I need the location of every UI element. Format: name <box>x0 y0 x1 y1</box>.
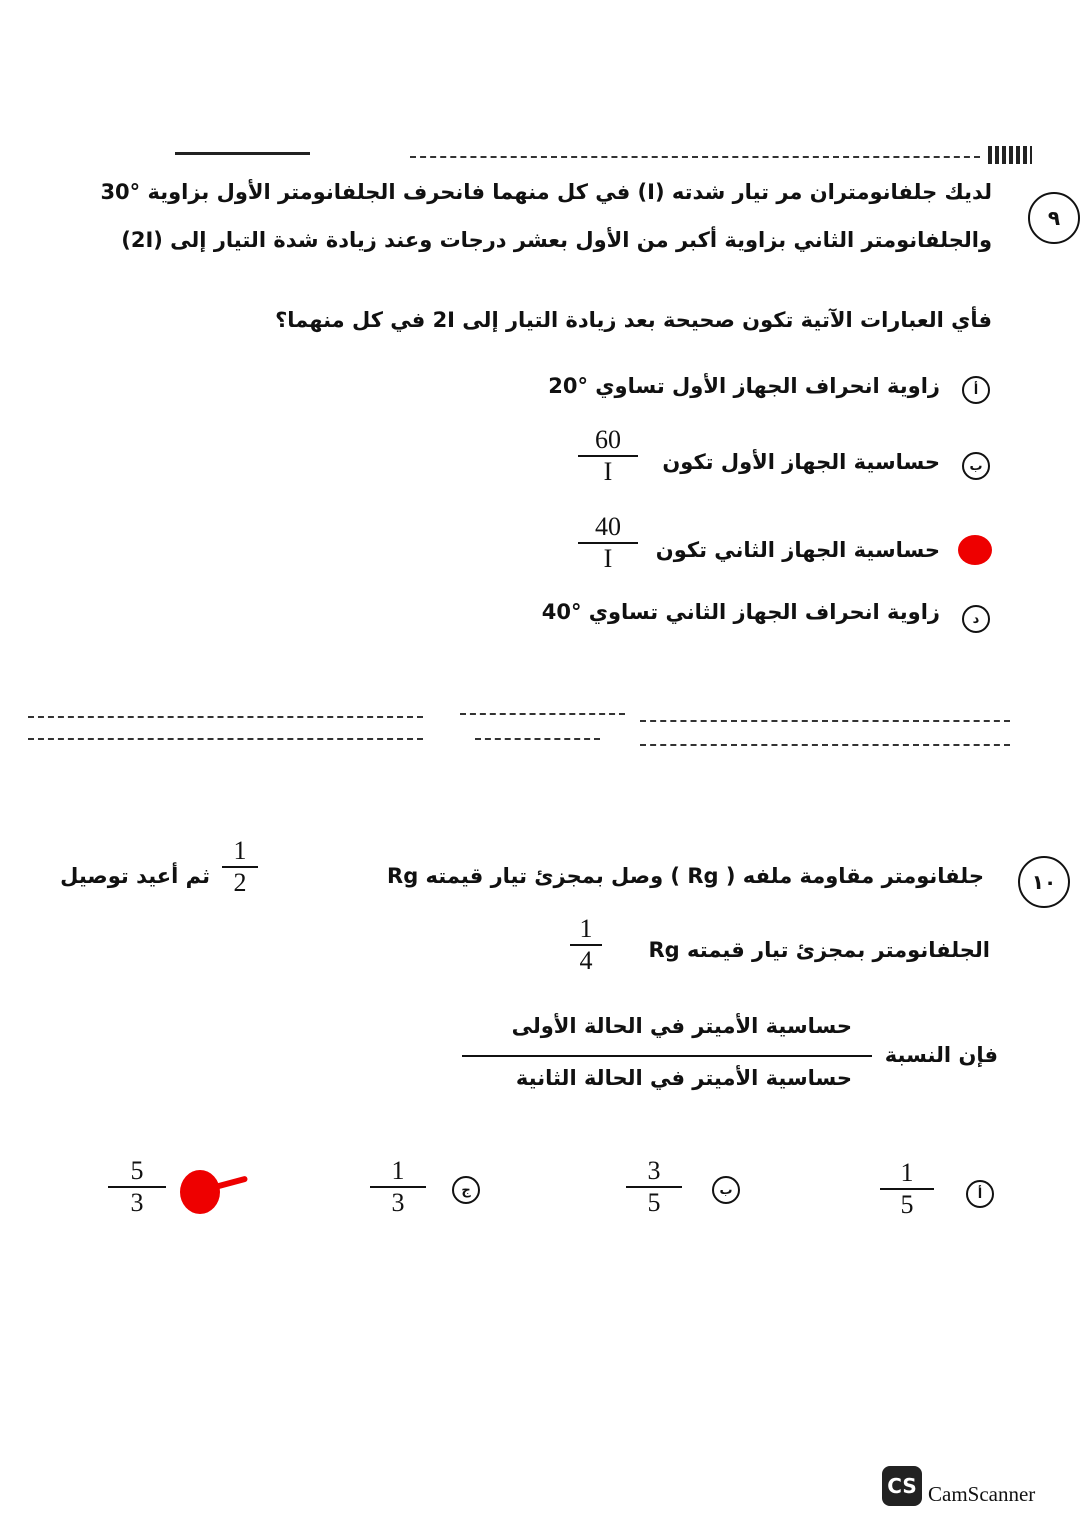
question-10-line-1-end: ثم أعيد توصيل <box>60 864 210 888</box>
fraction-numerator: 1 <box>579 914 593 943</box>
q9-option-d-marker[interactable]: د <box>962 605 990 633</box>
question-10-line-2: الجلفانومتر بمجزئ تيار قيمته Rg <box>648 938 990 962</box>
scribble-row <box>460 713 625 715</box>
question-9-line-2: والجلفانومتر الثاني بزاوية أكبر من الأول بعشر درجات وعند زيادة شدة التيار إلى (2I) <box>121 228 992 252</box>
q10-option-b-marker[interactable]: ب <box>712 1176 740 1204</box>
scribble-row <box>475 738 600 740</box>
qr-code-icon <box>988 146 1032 164</box>
fraction-denominator: 3 <box>130 1188 144 1217</box>
question-9-number: ٩ <box>1028 192 1080 244</box>
question-10-number: ١٠ <box>1018 856 1070 908</box>
camscanner-text: CamScanner <box>928 1482 1036 1506</box>
scribble-row <box>28 738 423 740</box>
camscanner-logo: CS <box>882 1466 922 1506</box>
scribble-row <box>640 744 1010 746</box>
fraction-numerator: 1 <box>233 836 247 865</box>
question-10-line-1: جلفانومتر مقاومة ملفه ( Rg ) وصل بمجزئ تيار قيمته Rg <box>387 864 984 888</box>
answer-mark-tail <box>212 1175 248 1190</box>
q9-option-c[interactable]: حساسية الجهاز الثاني تكون <box>655 538 940 562</box>
fraction-denominator: 2 <box>233 868 247 897</box>
fraction-denominator: 5 <box>647 1188 661 1217</box>
header-rule-left <box>175 152 310 155</box>
q9-option-a[interactable]: زاوية انحراف الجهاز الأول تساوي °20 <box>548 374 940 398</box>
scribble-row <box>28 716 423 718</box>
question-9-line-3: فأي العبارات الآتية تكون صحيحة بعد زيادة التيار إلى 2I في كل منهما؟ <box>275 308 992 332</box>
q9-option-c-answer-mark[interactable] <box>958 535 992 565</box>
fraction-numerator: 1 <box>391 1156 405 1185</box>
fraction-denominator: 3 <box>391 1188 405 1217</box>
scribble-row <box>640 720 1010 722</box>
q10-option-c-fraction[interactable] <box>370 1156 426 1218</box>
q9-option-c-fraction <box>578 512 638 574</box>
fraction-denominator: 4 <box>579 946 593 975</box>
ratio-label: فإن النسبة <box>884 1043 998 1067</box>
ratio-denominator: حساسية الأميتر في الحالة الثانية <box>515 1066 852 1090</box>
q10-option-b-fraction[interactable] <box>626 1156 682 1218</box>
q9-option-b-marker[interactable]: ب <box>962 452 990 480</box>
q10-option-c-marker[interactable]: ج <box>452 1176 480 1204</box>
q10-line-2-fraction <box>570 914 602 976</box>
ratio-numerator: حساسية الأميتر في الحالة الأولى <box>511 1014 852 1038</box>
fraction-numerator: 40 <box>595 512 621 541</box>
q9-option-d[interactable]: زاوية انحراف الجهاز الثاني تساوي °40 <box>541 600 940 624</box>
fraction-numerator: 60 <box>595 425 621 454</box>
q10-option-a-fraction[interactable] <box>880 1158 934 1220</box>
fraction-numerator: 3 <box>647 1156 661 1185</box>
ratio-bar <box>462 1055 872 1057</box>
fraction-denominator: I <box>603 544 613 573</box>
question-9-line-1: لديك جلفانومتران مر تيار شدته (I) في كل منهما فانحرف الجلفانومتر الأول بزاوية °30 <box>100 180 992 204</box>
fraction-denominator: 5 <box>900 1190 914 1219</box>
q10-option-d-answer-mark[interactable] <box>180 1170 220 1214</box>
q9-option-b-fraction <box>578 425 638 487</box>
q10-option-a-marker[interactable]: أ <box>966 1180 994 1208</box>
fraction-denominator: I <box>603 457 613 486</box>
q10-line-1-fraction <box>222 836 258 898</box>
q9-option-a-marker[interactable]: أ <box>962 376 990 404</box>
header-rule-dashed <box>410 156 980 158</box>
q9-option-b[interactable]: حساسية الجهاز الأول تكون <box>662 450 940 474</box>
fraction-numerator: 5 <box>130 1156 144 1185</box>
fraction-numerator: 1 <box>900 1158 914 1187</box>
q10-option-d-fraction[interactable] <box>108 1156 166 1218</box>
